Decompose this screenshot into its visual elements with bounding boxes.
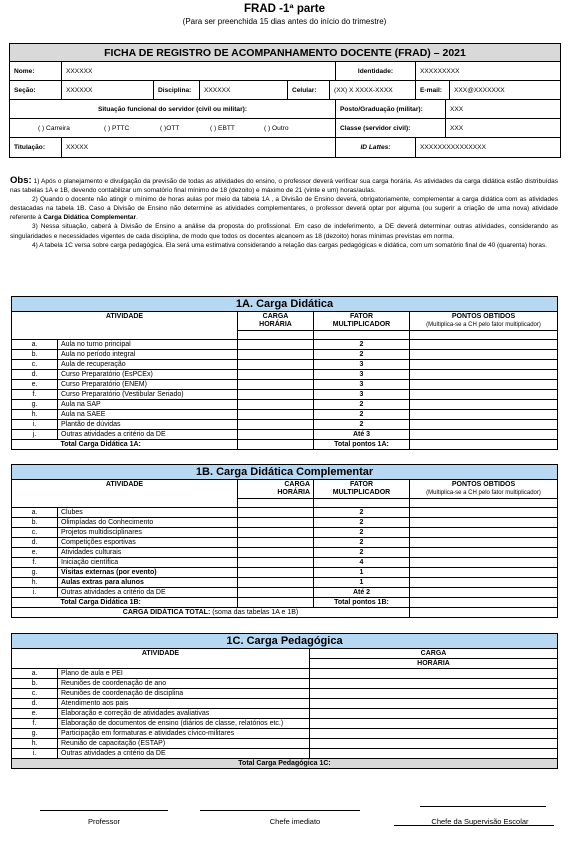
pontos-input[interactable]	[410, 537, 558, 547]
option-ebtt[interactable]: ( ) EBTT	[210, 124, 235, 132]
row-activity: Aula na SAEE	[58, 409, 238, 419]
row-letter: e.	[12, 547, 58, 557]
table-row	[12, 339, 558, 349]
row-activity: Curso Preparatório (EsPCEx)	[58, 369, 238, 379]
secao-field[interactable]: XXXXXX	[62, 81, 154, 99]
table-row	[12, 359, 558, 369]
row-letter: g.	[12, 399, 58, 409]
row-factor: 3	[314, 369, 410, 379]
row-situacao	[10, 100, 560, 119]
row-letter: f.	[12, 557, 58, 567]
table-row	[12, 389, 558, 399]
idlattes-label: ID Lattes:	[336, 138, 416, 157]
signature-line-chefe-supervisao[interactable]	[420, 806, 546, 807]
carga-horaria-input[interactable]	[310, 679, 558, 689]
carga-horaria-input[interactable]	[238, 507, 314, 517]
row-letter: f.	[12, 389, 58, 399]
signature-chefe-imediato-label: Chefe imediato	[269, 817, 321, 826]
table-row	[12, 379, 558, 389]
obs-item-1: 1) Após o planejamento e divulgação da previsão de todas as atividades do ensino, o professor deverá verificar sua carga horária. As atividades da carga didática estão distribuídas nas tabelas 1A e 1B, devendo contabilizar um somatório final mínimo de 18 (dezoito) e máximo de 21 (vinte e um) horas/aulas.	[10, 178, 558, 195]
row-letter: i.	[12, 419, 58, 429]
carga-horaria-input[interactable]	[238, 419, 314, 429]
row-letter: c.	[12, 689, 58, 699]
pontos-input[interactable]	[410, 507, 558, 517]
row-letter: a.	[12, 339, 58, 349]
obs-label: Obs:	[10, 175, 32, 186]
header-carga: CARGA	[310, 649, 558, 659]
row-activity: Curso Preparatório (ENEM)	[58, 379, 238, 389]
titulacao-label: Titulação:	[10, 138, 62, 157]
pontos-input[interactable]	[410, 389, 558, 399]
row-activity: Elaboração de documentos de ensino (diários de classe, relatórios etc.)	[58, 719, 310, 729]
table-row	[12, 557, 558, 567]
row-letter: d.	[12, 369, 58, 379]
obs-item-4: 4) A tabela 1C versa sobre carga pedagógica. Ela será uma estimativa considerando a relação das cargas pedagógicas e didática, com um somatório final de 40 (quarenta) horas.	[32, 241, 547, 249]
row-letter: g.	[12, 729, 58, 739]
pontos-input[interactable]	[410, 517, 558, 527]
table-row	[12, 749, 558, 759]
carga-horaria-input[interactable]	[238, 577, 314, 587]
row-letter: h.	[12, 577, 58, 587]
obs-item-3: 3) Nessa situação, caberá à Divisão de Ensino a análise da proposta do profissional. Em caso de indeferimento, a DE deverá determinar outras atividades, considerando as singularidades e necessidades vigentes de cada disciplina, de modo que todos os docentes alcancem as 18 (dezoito) horas mínimas previstas em norma.	[10, 223, 558, 240]
row-factor: 4	[314, 557, 410, 567]
row-activity: Visitas externas (por evento)	[58, 567, 238, 577]
row-activity: Projetos multidisciplinares	[58, 527, 238, 537]
row-letter: e.	[12, 379, 58, 389]
page-title: FRAD -1ª parte	[244, 3, 325, 15]
pontos-input[interactable]	[410, 527, 558, 537]
table-row	[12, 409, 558, 419]
row-activity: Reuniões de coordenação de ano	[58, 679, 310, 689]
row-factor: 3	[314, 359, 410, 369]
celular-label: Celular:	[288, 81, 330, 99]
carga-horaria-input[interactable]	[310, 729, 558, 739]
posto-label: Posto/Graduação (militar):	[336, 100, 446, 118]
carga-horaria-input[interactable]	[238, 557, 314, 567]
table-row	[12, 577, 558, 587]
registration-card	[9, 43, 561, 158]
row-activity: Atividades culturais	[58, 547, 238, 557]
row-factor: Até 2	[314, 587, 410, 597]
celular-field[interactable]: (XX) X XXXX-XXXX	[330, 81, 416, 99]
table-row	[12, 507, 558, 517]
table-row	[12, 587, 558, 597]
classe-field[interactable]: XXX	[450, 124, 464, 132]
header-horaria: HORÁRIA	[310, 659, 558, 669]
table-carga-pedagogica	[11, 633, 558, 769]
pontos-input[interactable]	[410, 399, 558, 409]
table-row	[12, 547, 558, 557]
pontos-input[interactable]	[410, 577, 558, 587]
row-letter: h.	[12, 739, 58, 749]
carga-horaria-input[interactable]	[238, 389, 314, 399]
carga-horaria-input[interactable]	[310, 749, 558, 759]
table-carga-didatica	[11, 296, 558, 450]
carga-horaria-input[interactable]	[238, 339, 314, 349]
carga-horaria-input[interactable]	[310, 719, 558, 729]
table-row	[12, 699, 558, 709]
row-letter: i.	[12, 587, 58, 597]
row-letter: b.	[12, 679, 58, 689]
row-letter: a.	[12, 507, 58, 517]
row-activity: Competições esportivas	[58, 537, 238, 547]
table-row	[12, 739, 558, 749]
pontos-input[interactable]	[410, 369, 558, 379]
row-letter: c.	[12, 527, 58, 537]
row-factor: 2	[314, 517, 410, 527]
carga-horaria-input[interactable]	[238, 567, 314, 577]
row-activity: Aula no período integral	[58, 349, 238, 359]
total-1a-value[interactable]	[238, 439, 314, 449]
signature-line-professor[interactable]	[40, 810, 168, 811]
row-letter: h.	[12, 409, 58, 419]
header-atividade: ATIVIDADE	[12, 480, 238, 508]
header-atividade: ATIVIDADE	[12, 312, 238, 340]
carga-horaria-input[interactable]	[238, 409, 314, 419]
row-factor: 3	[314, 389, 410, 399]
row-letter: i.	[12, 749, 58, 759]
row-activity: Participação em formaturas e atividades cívico-militares	[58, 729, 310, 739]
total-pontos-1a-value[interactable]	[410, 439, 558, 449]
table-row	[12, 709, 558, 719]
row-titulacao	[10, 138, 560, 157]
classe-label: Classe (servidor civil):	[336, 119, 446, 137]
table-row	[12, 399, 558, 409]
signature-line-chefe-imediato[interactable]	[200, 810, 360, 811]
carga-horaria-input[interactable]	[310, 669, 558, 679]
pontos-input[interactable]	[410, 349, 558, 359]
email-label: E-mail:	[416, 81, 450, 99]
page-subtitle: (Para ser preenchida 15 dias antes do início do trimestre)	[182, 17, 387, 26]
email-field[interactable]: XXX@XXXXXXX	[454, 86, 505, 94]
pontos-input[interactable]	[410, 557, 558, 567]
table-row	[12, 689, 558, 699]
total-pontos-1b-label: Total pontos 1B:	[314, 597, 410, 607]
carga-horaria-input[interactable]	[310, 699, 558, 709]
row-activity: Curso Preparatório (Vestibular Seriado)	[58, 389, 238, 399]
pontos-input[interactable]	[410, 379, 558, 389]
row-factor: 2	[314, 537, 410, 547]
option-carreira[interactable]: ( ) Carreira	[38, 124, 70, 132]
row-activity: Reunião de capacitação (ESTAP)	[58, 739, 310, 749]
identidade-field[interactable]: XXXXXXXXX	[420, 67, 460, 75]
row-factor: 2	[314, 349, 410, 359]
row-activity: Atendimento aos pais	[58, 699, 310, 709]
table-row	[12, 679, 558, 689]
row-factor: 1	[314, 577, 410, 587]
row-factor: 2	[314, 527, 410, 537]
obs-item-2-end: .	[136, 214, 138, 222]
row-letter: d.	[12, 699, 58, 709]
row-letter: b.	[12, 517, 58, 527]
nome-label: Nome:	[10, 62, 62, 80]
row-activity: Outras atividades a critério da DE	[58, 587, 238, 597]
row-factor: 2	[314, 339, 410, 349]
obs-item-2: 2) Quando o docente não atingir o mínimo de horas aulas por meio da tabela 1A , a Divisão de Ensino deverá, obrigatoriamente, complementar a carga didática com as atividades destacadas na tabela 1B. Caso a Divisão de Ensino não determine as atividades complementares, o professor deverá optar por alguma (ou sugerir a criação de uma nova) atividade referente à	[10, 196, 558, 222]
table-row	[12, 349, 558, 359]
table-row	[12, 567, 558, 577]
table-row	[12, 527, 558, 537]
registration-card-title: FICHA DE REGISTRO DE ACOMPANHAMENTO DOCENTE (FRAD) – 2021	[10, 44, 560, 62]
table-row	[12, 369, 558, 379]
row-activity: Iniciação científica	[58, 557, 238, 567]
total-pontos-1b-value[interactable]	[410, 597, 558, 607]
total-1a-label: Total Carga Didática 1A:	[58, 439, 238, 449]
pontos-input[interactable]	[410, 409, 558, 419]
row-activity: Elaboração e correção de atividades avaliativas	[58, 709, 310, 719]
total-pontos-1a-label: Total pontos 1A:	[314, 439, 410, 449]
header-fator: FATOR MULTIPLICADOR	[314, 312, 410, 331]
header-atividade: ATIVIDADE	[12, 649, 310, 669]
table-carga-complementar	[11, 464, 558, 618]
row-letter: c.	[12, 359, 58, 369]
row-factor: Até 3	[314, 429, 410, 439]
pontos-input[interactable]	[410, 547, 558, 557]
carga-horaria-input[interactable]	[238, 429, 314, 439]
row-nome	[10, 62, 560, 81]
row-factor: 3	[314, 379, 410, 389]
pontos-input[interactable]	[410, 339, 558, 349]
carga-horaria-input[interactable]	[238, 517, 314, 527]
total-1c-label: Total Carga Pedagógica 1C:	[12, 759, 558, 769]
pontos-input[interactable]	[410, 419, 558, 429]
row-activity: Reuniões de coordenação de disciplina	[58, 689, 310, 699]
observations	[10, 176, 558, 250]
obs-item-2-highlight: Carga Didática Complementar	[43, 214, 137, 222]
option-outro[interactable]: ( ) Outro	[260, 119, 336, 137]
disciplina-field[interactable]: XXXXXX	[200, 81, 288, 99]
table-row	[12, 429, 558, 439]
total-1b-value[interactable]	[238, 597, 314, 607]
titulacao-field[interactable]: XXXXX	[62, 138, 336, 157]
row-activity: Aula no turno principal	[58, 339, 238, 349]
row-factor: 2	[314, 547, 410, 557]
header-pontos: PONTOS OBTIDOS (Multiplica-se a CH pelo fator multiplicador)	[410, 480, 558, 499]
table-1a-title: 1A. Carga Didática	[12, 297, 558, 312]
row-activity: Plantão de dúvidas	[58, 419, 238, 429]
signature-professor-label: Professor	[87, 817, 121, 826]
header-pontos: PONTOS OBTIDOS (Multiplica-se a CH pelo fator multiplicador)	[410, 312, 558, 331]
row-factor: 2	[314, 419, 410, 429]
row-letter: d.	[12, 537, 58, 547]
table-1b-title: 1B. Carga Didática Complementar	[12, 465, 558, 480]
pontos-input[interactable]	[410, 429, 558, 439]
table-1c-title: 1C. Carga Pedagógica	[12, 634, 558, 649]
table-row	[12, 537, 558, 547]
row-activity: Clubes	[58, 507, 238, 517]
carga-horaria-input[interactable]	[238, 537, 314, 547]
carga-didatica-total-value[interactable]	[410, 607, 558, 617]
row-letter: g.	[12, 567, 58, 577]
row-activity: Aula de recuperação	[58, 359, 238, 369]
row-activity: Olimpíadas do Conhecimento	[58, 517, 238, 527]
carga-horaria-input[interactable]	[310, 739, 558, 749]
pontos-input[interactable]	[410, 567, 558, 577]
carga-horaria-input[interactable]	[238, 527, 314, 537]
row-activity: Aulas extras para alunos	[58, 577, 238, 587]
header-carga-horaria: CARGA HORÁRIA	[238, 480, 314, 499]
table-row	[12, 669, 558, 679]
carga-horaria-input[interactable]	[238, 359, 314, 369]
carga-horaria-input[interactable]	[238, 587, 314, 597]
carga-horaria-input[interactable]	[238, 369, 314, 379]
row-letter: a.	[12, 669, 58, 679]
carga-horaria-input[interactable]	[310, 689, 558, 699]
option-pttc[interactable]: ( ) PTTC	[104, 124, 130, 132]
row-secao	[10, 81, 560, 100]
row-letter: e.	[12, 709, 58, 719]
row-activity: Aula na SAP	[58, 399, 238, 409]
table-row	[12, 729, 558, 739]
header-carga-horaria: CARGA HORÁRIA	[238, 312, 314, 331]
carga-horaria-input[interactable]	[238, 399, 314, 409]
row-letter: f.	[12, 719, 58, 729]
row-factor: 2	[314, 399, 410, 409]
row-factor: 2	[314, 507, 410, 517]
carga-didatica-total: CARGA DIDÁTICA TOTAL: (soma das tabelas 1A e 1B)	[12, 607, 410, 617]
row-opcoes	[10, 119, 560, 138]
signature-chefe-supervisao-label: Chefe da Supervisão Escolar	[431, 817, 529, 826]
row-letter: b.	[12, 349, 58, 359]
table-row	[12, 517, 558, 527]
table-row	[12, 419, 558, 429]
row-activity: Outras atividades a critério da DE	[58, 749, 310, 759]
nome-field[interactable]: XXXXXX	[62, 62, 336, 80]
pontos-input[interactable]	[410, 587, 558, 597]
row-activity: Outras atividades a critério da DE	[58, 429, 238, 439]
total-1b-label: Total Carga Didática 1B:	[58, 597, 238, 607]
secao-label: Seção:	[10, 81, 62, 99]
posto-field[interactable]: XXX	[450, 105, 464, 113]
carga-horaria-input[interactable]	[238, 349, 314, 359]
carga-horaria-input[interactable]	[310, 709, 558, 719]
situacao-label: Situação funcional do servidor (civil ou militar):	[10, 100, 336, 118]
header-fator: FATOR MULTIPLICADOR	[314, 480, 410, 499]
row-factor: 1	[314, 567, 410, 577]
carga-horaria-input[interactable]	[238, 379, 314, 389]
carga-horaria-input[interactable]	[238, 547, 314, 557]
row-factor: 2	[314, 409, 410, 419]
disciplina-label: Disciplina:	[154, 81, 200, 99]
row-activity: Plano de aula e PEI	[58, 669, 310, 679]
idlattes-field[interactable]: XXXXXXXXXXXXXXX	[420, 144, 486, 151]
option-ott[interactable]: ( )OTT	[160, 124, 180, 132]
row-letter: j.	[12, 429, 58, 439]
table-row	[12, 719, 558, 729]
pontos-input[interactable]	[410, 359, 558, 369]
identidade-label: Identidade:	[336, 62, 416, 80]
